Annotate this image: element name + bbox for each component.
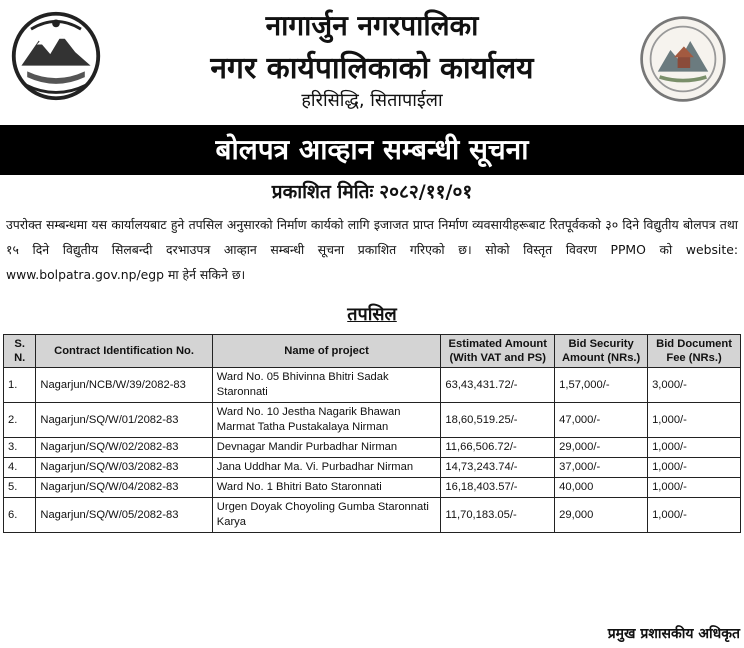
table-header-row [4, 335, 741, 368]
cell-bid-security: 40,000 [555, 478, 648, 498]
cell-estimated: 18,60,519.25/- [441, 403, 555, 438]
municipality-name: नागार्जुन नगरपालिका [265, 9, 479, 42]
published-date: २०८२/११/०१ [379, 181, 473, 203]
section-title: तपसिल [347, 304, 397, 325]
cell-doc-fee: 1,000/- [648, 458, 741, 478]
tender-table [3, 334, 741, 533]
table-row [4, 438, 741, 458]
notice-title: बोलपत्र आव्हान सम्बन्धी सूचना [215, 133, 529, 166]
cell-bid-security: 37,000/- [555, 458, 648, 478]
cell-doc-fee: 1,000/- [648, 478, 741, 498]
header-doc-fee: Bid Document Fee (NRs.) [648, 335, 741, 368]
cell-bid-security: 29,000 [555, 498, 648, 533]
cell-project: Jana Uddhar Ma. Vi. Purbadhar Nirman [212, 458, 441, 478]
cell-estimated: 63,43,431.72/- [441, 368, 555, 403]
table-row [4, 478, 741, 498]
signatory-title: प्रमुख प्रशासकीय अधिकृत [607, 626, 740, 642]
cell-sn: 3. [4, 438, 36, 458]
table-row [4, 458, 741, 478]
cell-contract-id: Nagarjun/SQ/W/04/2082-83 [36, 478, 212, 498]
cell-estimated: 11,66,506.72/- [441, 438, 555, 458]
cell-project: Ward No. 10 Jestha Nagarik Bhawan Marmat Tatha Pustakalaya Nirman [212, 403, 441, 438]
header-estimated: Estimated Amount (With VAT and PS) [441, 335, 555, 368]
table-row [4, 498, 741, 533]
cell-project: Urgen Doyak Choyoling Gumba Staronnati Karya [212, 498, 441, 533]
header-contract-id: Contract Identification No. [36, 335, 212, 368]
cell-contract-id: Nagarjun/NCB/W/39/2082-83 [36, 368, 212, 403]
cell-bid-security: 29,000/- [555, 438, 648, 458]
cell-contract-id: Nagarjun/SQ/W/02/2082-83 [36, 438, 212, 458]
table-row [4, 368, 741, 403]
notice-body-text: उपरोक्त सम्बन्धमा यस कार्यालयबाट हुने तपसिल अनुसारको निर्माण कार्यको लागि इजाजत प्राप्त निर्माण व्यवसायीहरूबाट रितपूर्वकको ३० दिने विद्युतीय बोलपत्र तथा १५ दिने विद्युतीय सिलबन्दी दरभाउपत्र आव्हान सम्बन्धी सूचना प्रकाशित गरिएको छ। सोको विस्तृत विवरण PPMO को website: www.bolpatra.gov.np/egp मा हेर्न सकिने छ। [6, 217, 738, 282]
cell-contract-id: Nagarjun/SQ/W/05/2082-83 [36, 498, 212, 533]
cell-contract-id: Nagarjun/SQ/W/01/2082-83 [36, 403, 212, 438]
cell-estimated: 14,73,243.74/- [441, 458, 555, 478]
cell-bid-security: 1,57,000/- [555, 368, 648, 403]
cell-sn: 6. [4, 498, 36, 533]
cell-estimated: 11,70,183.05/- [441, 498, 555, 533]
cell-doc-fee: 3,000/- [648, 368, 741, 403]
cell-doc-fee: 1,000/- [648, 403, 741, 438]
office-address: हरिसिद्धि, सितापाईला [301, 90, 443, 111]
cell-estimated: 16,18,403.57/- [441, 478, 555, 498]
cell-project: Devnagar Mandir Purbadhar Nirman [212, 438, 441, 458]
header-sn: S. N. [4, 335, 36, 368]
notice-title-banner [0, 125, 744, 175]
cell-doc-fee: 1,000/- [648, 498, 741, 533]
published-label: प्रकाशित मितिः [271, 181, 374, 203]
table-row [4, 403, 741, 438]
office-name: नगर कार्यपालिकाको कार्यालय [210, 51, 534, 86]
published-date-line [0, 178, 744, 204]
cell-bid-security: 47,000/- [555, 403, 648, 438]
header-bid-security: Bid Security Amount (NRs.) [555, 335, 648, 368]
cell-project: Ward No. 1 Bhitri Bato Staronnati [212, 478, 441, 498]
notice-header [0, 0, 744, 120]
cell-sn: 4. [4, 458, 36, 478]
cell-contract-id: Nagarjun/SQ/W/03/2082-83 [36, 458, 212, 478]
cell-sn: 2. [4, 403, 36, 438]
cell-doc-fee: 1,000/- [648, 438, 741, 458]
header-project: Name of project [212, 335, 441, 368]
cell-project: Ward No. 05 Bhivinna Bhitri Sadak Staronnati [212, 368, 441, 403]
cell-sn: 1. [4, 368, 36, 403]
cell-sn: 5. [4, 478, 36, 498]
